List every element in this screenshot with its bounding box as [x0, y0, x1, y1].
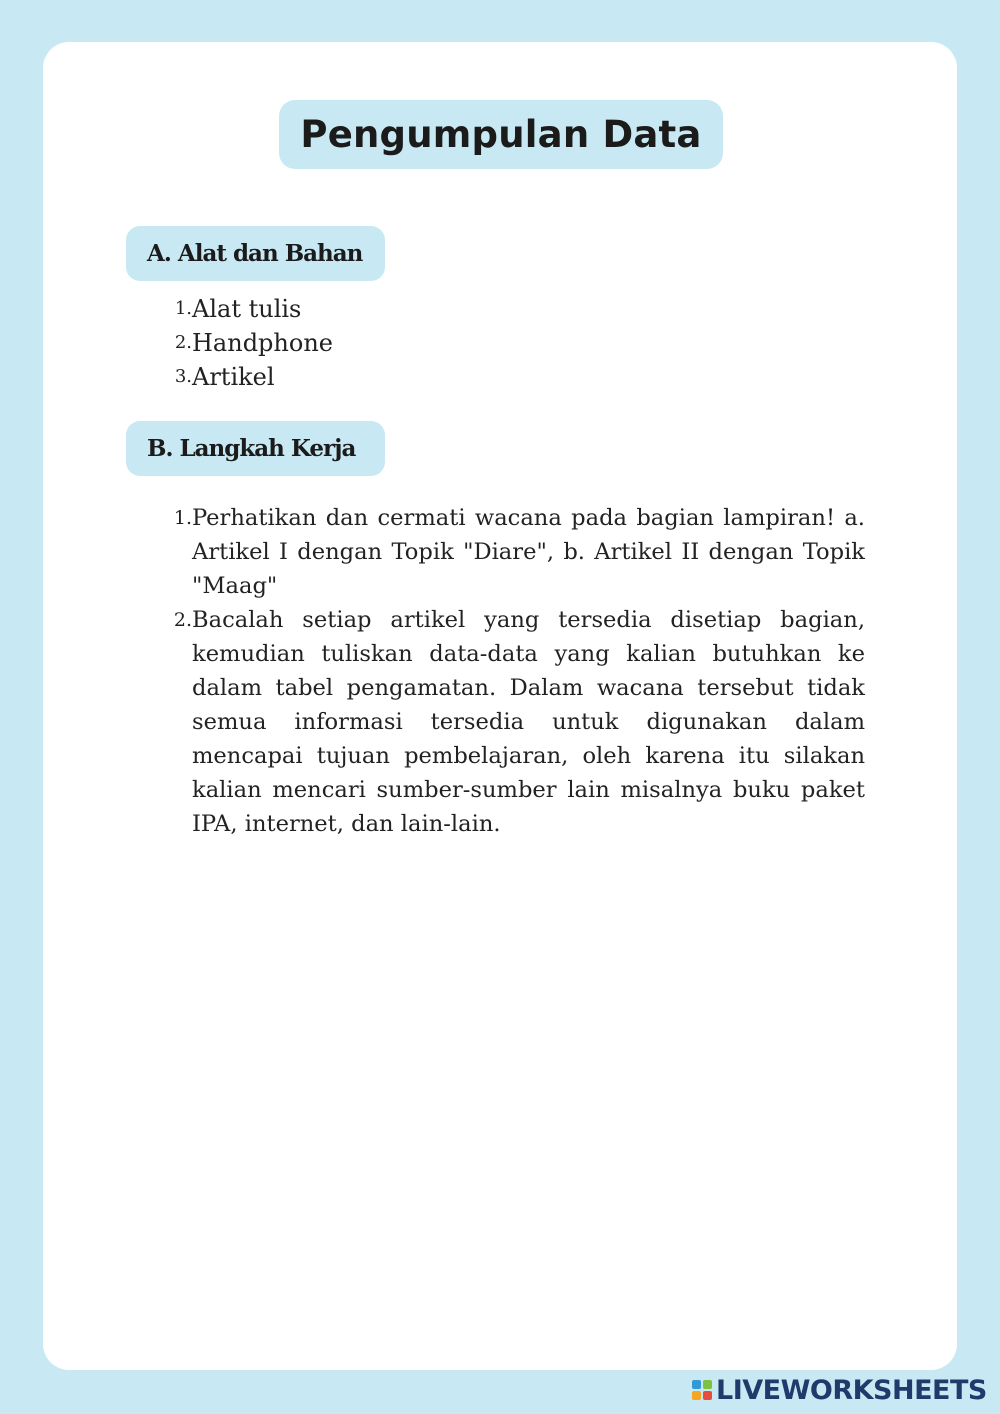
list-item: [160, 292, 460, 326]
logo-square-green: [703, 1380, 712, 1389]
materials-list: [160, 292, 460, 394]
list-item-text: Bacalah setiap artikel yang tersedia disetiap bagian, kemudian tuliskan data-data yang kalian butuhkan ke dalam tabel pengamatan. Dalam wacana tersebut tidak semua informasi tersedia untuk digunakan dalam mencapai tujuan pembelajaran, oleh karena itu silakan kalian mencari sumber-sumber lain misalnya buku paket IPA, internet, dan lain-lain.: [192, 607, 865, 837]
steps-list: [160, 501, 865, 841]
page-title: Pengumpulan Data: [279, 100, 723, 169]
liveworksheets-logo[interactable]: [692, 1375, 987, 1405]
section-heading-langkah-kerja: B. Langkah Kerja: [126, 421, 385, 476]
list-item-text: Handphone: [192, 329, 333, 357]
list-item-number: 1.: [173, 507, 192, 529]
list-item-text: Alat tulis: [192, 295, 302, 323]
section-heading-alat-dan-bahan: A. Alat dan Bahan: [126, 226, 385, 281]
logo-square-orange: [692, 1391, 701, 1400]
list-item-number: 2.: [174, 332, 192, 353]
list-item: [160, 501, 865, 603]
list-item-text: Perhatikan dan cermati wacana pada bagian lampiran! a. Artikel I dengan Topik "Diare", b. Artikel II dengan Topik "Maag": [192, 505, 865, 599]
list-item-text: Artikel: [192, 363, 275, 391]
liveworksheets-grid-icon: [692, 1380, 712, 1400]
list-item-number: 3.: [174, 366, 192, 387]
list-item: [160, 603, 865, 841]
logo-square-red: [703, 1391, 712, 1400]
list-item-number: 2.: [173, 609, 192, 631]
list-item-number: 1.: [174, 298, 192, 319]
list-item: [160, 360, 460, 394]
logo-text: LIVEWORKSHEETS: [716, 1374, 987, 1406]
logo-square-blue: [692, 1380, 701, 1389]
list-item: [160, 326, 460, 360]
